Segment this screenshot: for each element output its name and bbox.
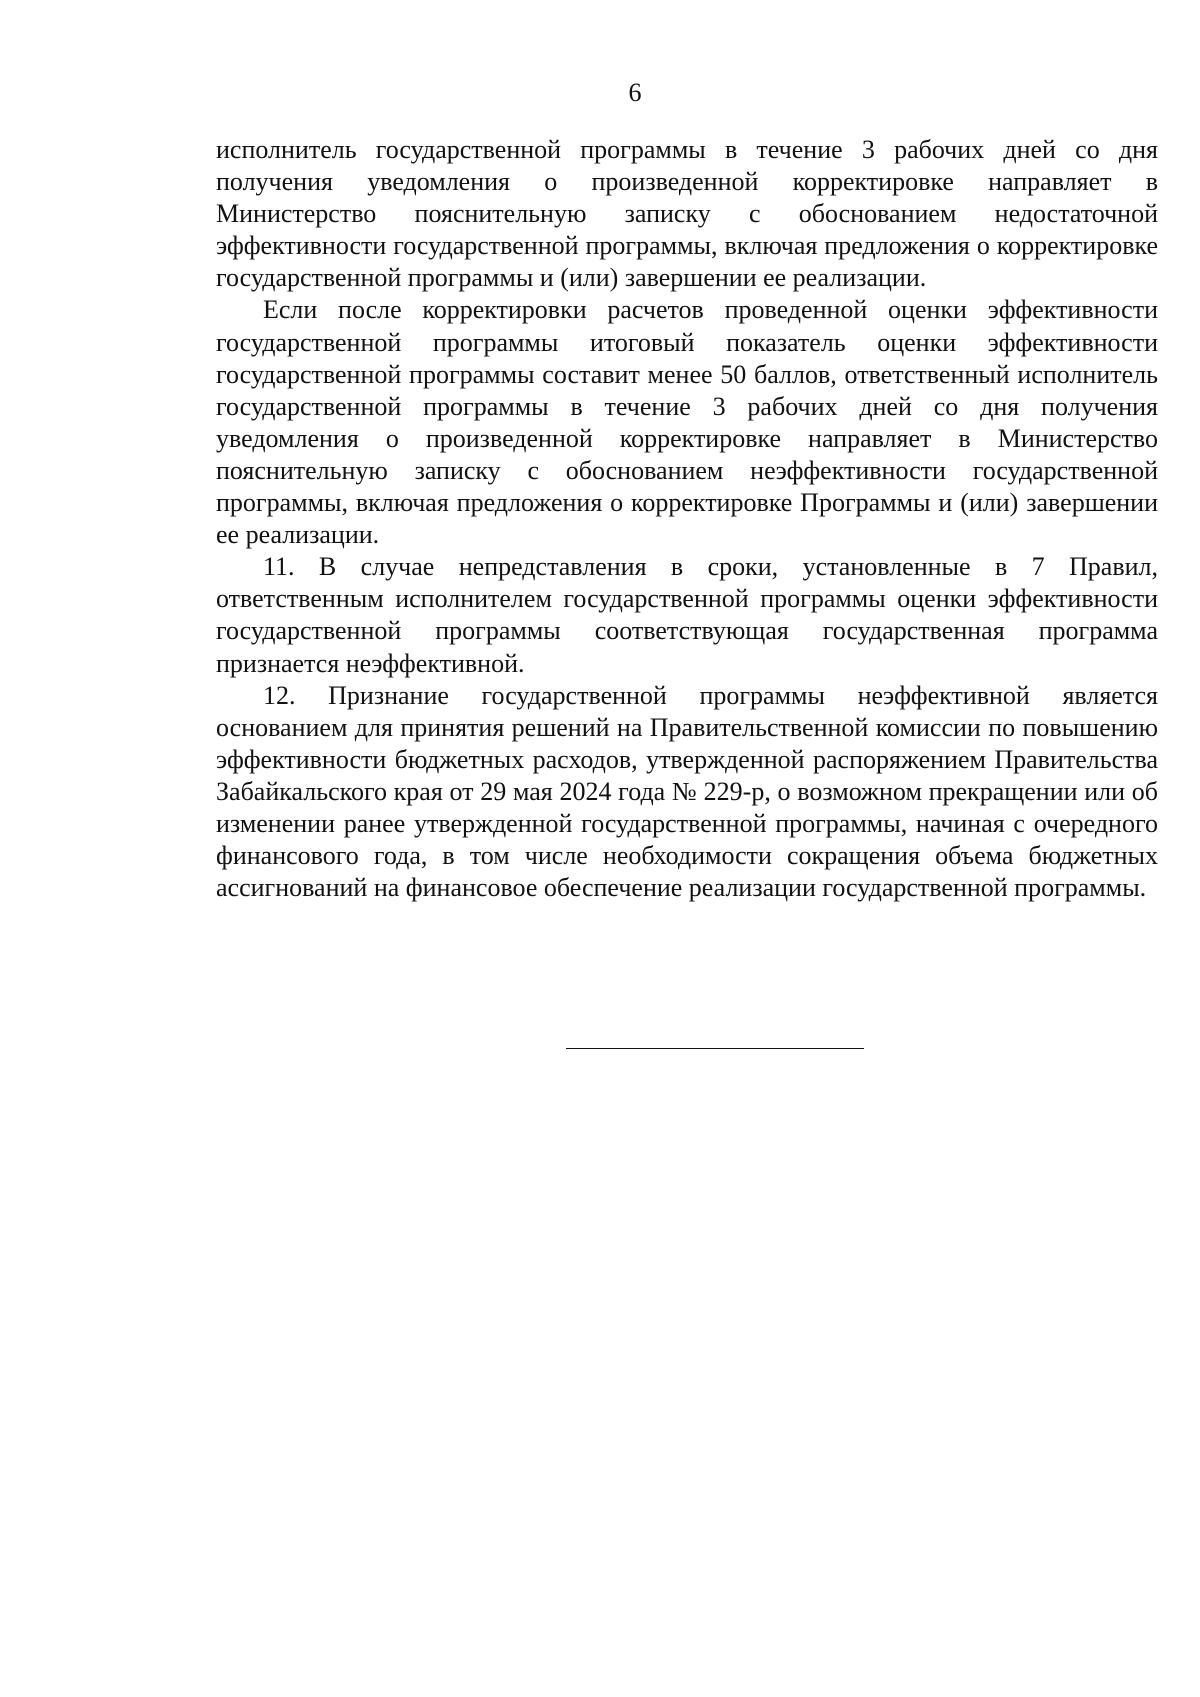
end-of-document-rule	[566, 1048, 864, 1049]
paragraph-item-12: 12. Признание государственной программы неэффективной является основанием для принятия решений на Правительственной комиссии по повышению эффективности бюджетных расходов, утвержденной распоряжением Правительства Забайкальского края от 29 мая 2024 года № 229-р, о возможном прекращении или об изменении ранее утвержденной государственной программы, начиная с очередного финансового года, в том числе необходимости сокращения объема бюджетных ассигнований на финансовое обеспечение реализации государственной программы.	[216, 680, 1158, 903]
document-body	[216, 134, 1158, 904]
paragraph-continuation: исполнитель государственной программы в течение 3 рабочих дней со дня получения уведомления о произведенной корректировке направляет в Министерство пояснительную записку с обоснованием недостаточной эффективности государственной программы, включая предложения о корректировке государственной программы и (или) завершении ее реализации.	[216, 135, 1158, 293]
page-number: 6	[628, 78, 642, 107]
paragraph-correction-below-50: Если после корректировки расчетов проведенной оценки эффективности государственной программы итоговый показатель оценки эффективности государственной программы составит менее 50 баллов, ответственный исполнитель государственной программы в течение 3 рабочих дней со дня получения уведомления о произведенной корректировке направляет в Министерство пояснительную записку с обоснованием неэффективности государственной программы, включая предложения о корректировке Программы и (или) завершении ее реализации.	[216, 295, 1158, 550]
paragraph-item-11: 11. В случае непредставления в сроки, установленные в 7 Правил, ответственным исполнителем государственной программы оценки эффективности государственной программы соответствующая государственная программа признается неэффективной.	[216, 552, 1158, 678]
